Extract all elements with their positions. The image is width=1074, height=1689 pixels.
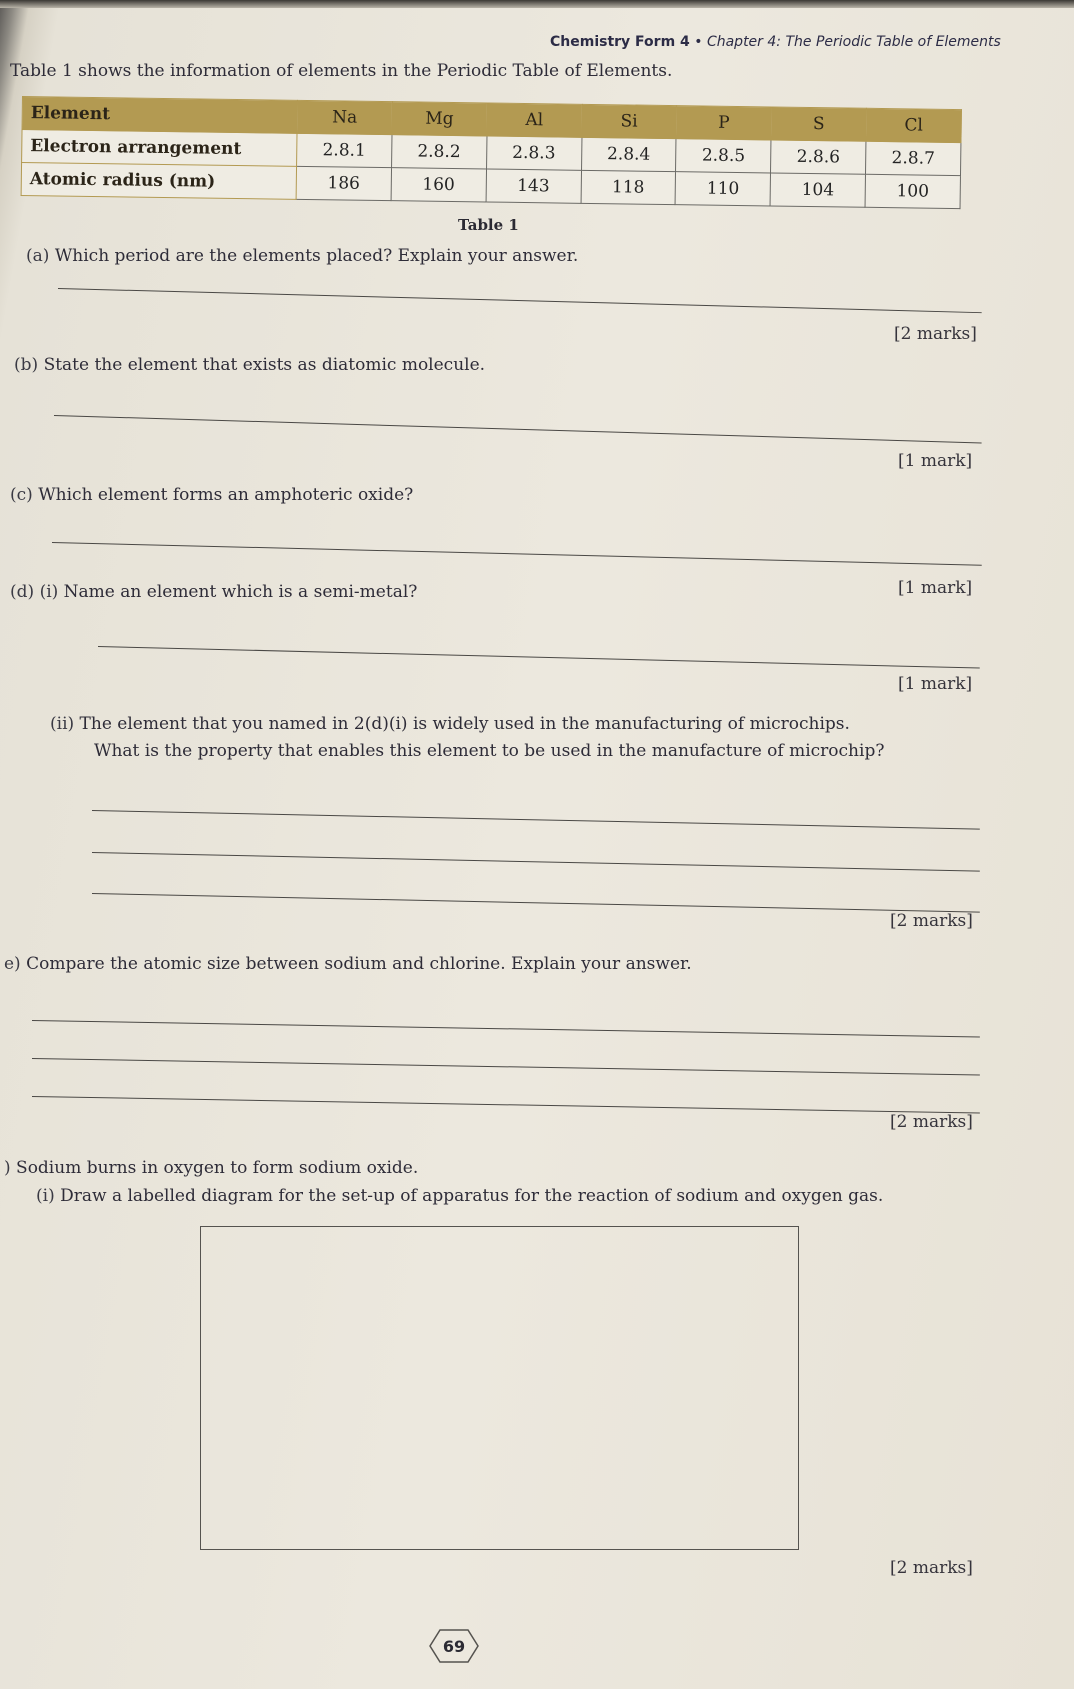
question-b-text: State the element that exists as diatomic molecule.	[43, 355, 486, 375]
marks-d-i: [1 mark]	[898, 674, 973, 694]
table-caption: Table 1	[458, 216, 519, 234]
table-cell: 160	[391, 168, 486, 202]
chapter-title: Chapter 4: The Periodic Table of Elements	[706, 34, 1001, 50]
table-cell: Al	[487, 103, 582, 137]
table-cell: 110	[675, 172, 770, 206]
table-cell: 2.8.3	[486, 136, 581, 170]
question-c	[10, 485, 413, 505]
answer-line-a1[interactable]	[58, 288, 982, 313]
table-cell: 2.8.6	[771, 140, 866, 174]
question-b-label: (b)	[14, 355, 39, 375]
row-header: Atomic radius (nm)	[21, 163, 296, 200]
question-d-ii-line1: The element that you named in 2(d)(i) is widely used in the manufacturing of microchips.	[79, 714, 850, 734]
table-cell: Na	[297, 100, 392, 134]
table-cell: Si	[582, 104, 677, 138]
answer-line-b1[interactable]	[54, 415, 982, 444]
table-cell: S	[771, 107, 866, 141]
table-cell: 118	[581, 170, 676, 204]
marks-d-ii: [2 marks]	[890, 911, 973, 931]
question-d-ii	[50, 714, 850, 734]
question-d-ii-continued	[94, 741, 884, 761]
question-f-label: )	[4, 1158, 11, 1178]
elements-table	[21, 96, 962, 209]
question-b	[14, 355, 485, 375]
header-separator: •	[694, 34, 703, 50]
question-a	[26, 246, 578, 266]
table-cell: 2.8.7	[866, 141, 961, 175]
page-number	[428, 1628, 480, 1664]
question-f-i	[36, 1186, 883, 1206]
question-c-text: Which element forms an amphoteric oxide?	[38, 485, 414, 505]
table-cell: 104	[770, 173, 865, 207]
diagram-drawing-box[interactable]	[200, 1226, 799, 1550]
answer-line-e2[interactable]	[32, 1058, 980, 1076]
table-cell: 2.8.2	[391, 135, 486, 169]
table-cell: 2.8.5	[676, 139, 771, 173]
question-d-label: (d)	[10, 582, 35, 602]
marks-f-i: [2 marks]	[890, 1558, 973, 1578]
book-title: Chemistry Form 4	[550, 34, 690, 50]
question-e	[4, 954, 692, 974]
table-cell: 100	[865, 174, 960, 208]
marks-a: [2 marks]	[894, 324, 977, 344]
page-top-edge	[0, 0, 1074, 8]
row-header: Element	[22, 97, 297, 134]
answer-line-e1[interactable]	[32, 1020, 980, 1038]
answer-line-d-i1[interactable]	[98, 646, 980, 669]
question-f-text: Sodium burns in oxygen to form sodium oxide.	[16, 1158, 419, 1178]
table-cell: 2.8.1	[297, 133, 392, 167]
marks-c: [1 mark]	[898, 578, 973, 598]
row-header: Electron arrangement	[22, 130, 297, 167]
table-cell: 2.8.4	[581, 137, 676, 171]
marks-b: [1 mark]	[898, 451, 973, 471]
question-d-i	[10, 582, 417, 602]
page-number-text: 69	[442, 1636, 466, 1656]
question-d-i-text: Name an element which is a semi-metal?	[63, 582, 418, 602]
question-f	[4, 1158, 418, 1178]
table-cell: 143	[486, 169, 581, 203]
table-cell: 186	[296, 166, 391, 200]
question-c-label: (c)	[10, 485, 33, 505]
table-cell: Mg	[392, 102, 487, 136]
question-f-i-label: (i)	[36, 1186, 55, 1206]
question-a-label: (a)	[26, 246, 50, 266]
question-f-i-text: Draw a labelled diagram for the set-up of apparatus for the reaction of sodium and oxygen gas.	[60, 1186, 884, 1206]
answer-line-c1[interactable]	[52, 542, 982, 566]
answer-line-e3[interactable]	[32, 1096, 980, 1114]
table-cell: Cl	[866, 108, 961, 142]
answer-line-d-ii2[interactable]	[92, 852, 980, 872]
question-intro	[10, 61, 672, 81]
table-cell: P	[676, 106, 771, 140]
question-e-text: Compare the atomic size between sodium and chlorine. Explain your answer.	[26, 954, 692, 974]
answer-line-d-ii3[interactable]	[92, 893, 980, 913]
question-d-ii-label: (ii)	[50, 714, 75, 734]
marks-e: [2 marks]	[890, 1112, 973, 1132]
question-d-i-label: (i)	[39, 582, 59, 602]
question-intro-text: Table 1 shows the information of elements in the Periodic Table of Elements.	[10, 61, 673, 81]
question-a-text: Which period are the elements placed? Explain your answer.	[54, 246, 579, 266]
page-header	[550, 34, 1050, 50]
question-d-ii-line2: What is the property that enables this element to be used in the manufacture of microchip?	[94, 741, 885, 761]
question-e-label: e)	[4, 954, 21, 974]
answer-line-d-ii1[interactable]	[92, 810, 980, 830]
